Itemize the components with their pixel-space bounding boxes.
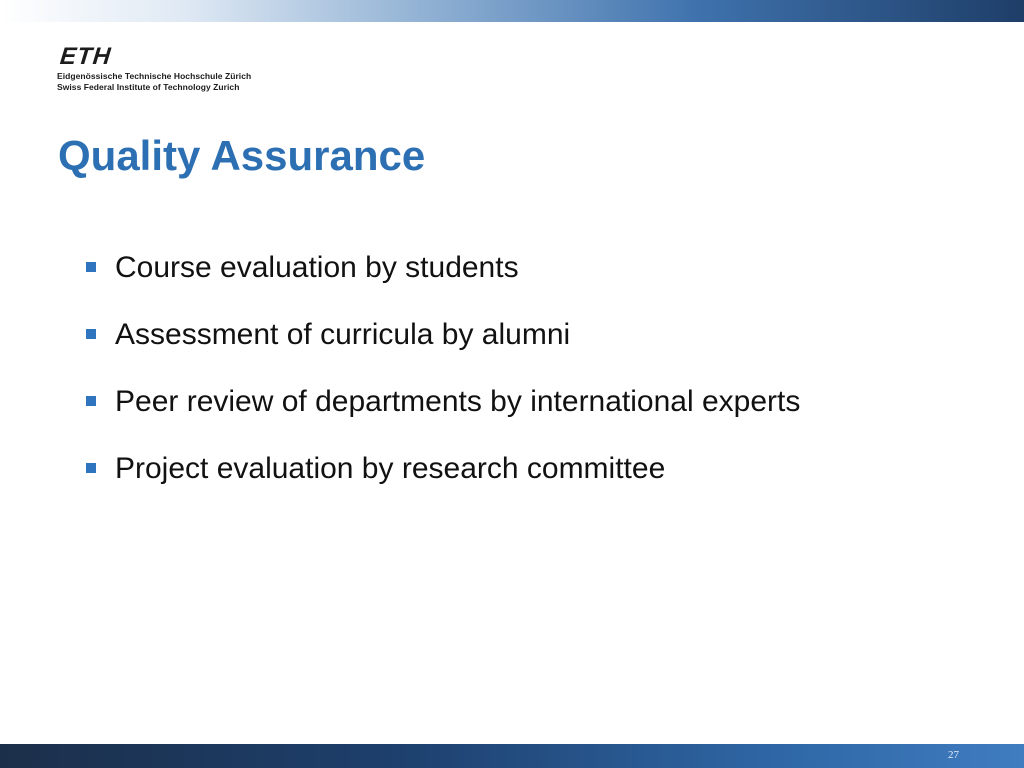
- slide-title: Quality Assurance: [58, 132, 426, 179]
- eth-logo-mark: ETH: [58, 43, 113, 70]
- bullet-text: Course evaluation by students: [115, 251, 519, 284]
- square-bullet-icon: [86, 463, 96, 473]
- square-bullet-icon: [86, 329, 96, 339]
- eth-logo: [57, 43, 287, 96]
- top-gradient-bar: [0, 0, 1024, 22]
- bottom-gradient-bar: [0, 744, 1024, 768]
- eth-logo-german-name: Eidgenössische Technische Hochschule Zürich: [57, 71, 252, 81]
- square-bullet-icon: [86, 396, 96, 406]
- bullet-text: Peer review of departments by international experts: [115, 385, 801, 418]
- page-number: 27: [948, 749, 959, 761]
- bullet-text: Project evaluation by research committee: [115, 452, 666, 485]
- bullet-text: Assessment of curricula by alumni: [115, 318, 571, 351]
- eth-logo-english-name: Swiss Federal Institute of Technology Zurich: [57, 82, 240, 92]
- square-bullet-icon: [86, 262, 96, 272]
